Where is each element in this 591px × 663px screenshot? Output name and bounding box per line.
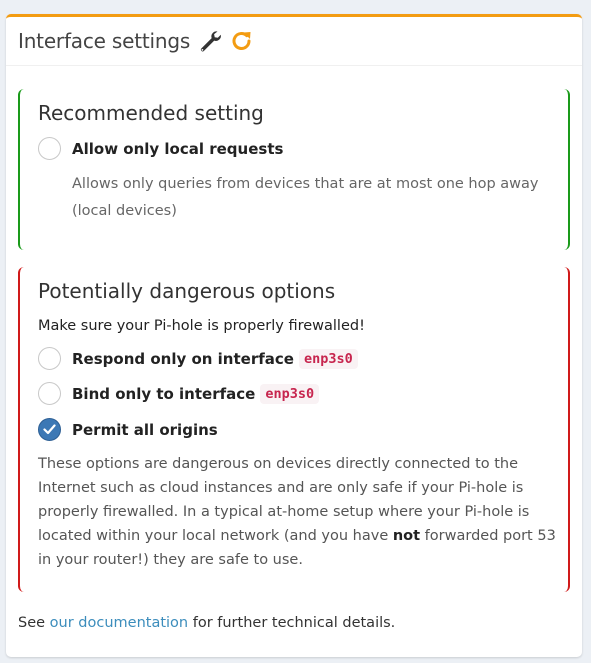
- bind-only-interface-option[interactable]: [38, 382, 319, 405]
- permit-all-origins-radio[interactable]: [38, 418, 61, 441]
- card-header: [6, 17, 582, 66]
- dangerous-description: These options are dangerous on devices directly connected to the Internet such as cloud instances and are only safe if your Pi-hole is properly firewalled. In a typical at-home setup where your Pi-hole is located within your local network (and you have not forwarded port 53 in your router!) they are safe to use.: [38, 456, 556, 568]
- allow-local-requests-label: Allow only local requests: [72, 139, 284, 158]
- dangerous-title: Potentially dangerous options: [38, 279, 336, 303]
- allow-local-requests-radio[interactable]: [38, 137, 61, 160]
- bind-only-interface-radio[interactable]: [38, 382, 61, 405]
- wrench-icon: [198, 30, 222, 52]
- recommended-setting-box: [18, 89, 570, 250]
- respond-only-interface-radio[interactable]: [38, 347, 61, 370]
- recommended-help-text: Allows only queries from devices that are at most one hop away (local devices): [72, 176, 539, 219]
- footer-note: See our documentation for further technical details.: [18, 615, 396, 631]
- interface-name-code: enp3s0: [299, 349, 358, 369]
- respond-only-interface-label: Respond only on interface: [72, 349, 294, 368]
- permit-all-origins-label: Permit all origins: [72, 420, 218, 439]
- interface-settings-card: [6, 14, 582, 657]
- dangerous-options-box: [18, 267, 570, 592]
- documentation-link[interactable]: our documentation: [49, 615, 189, 631]
- interface-name-code: enp3s0: [260, 384, 319, 404]
- firewall-warning: Make sure your Pi-hole is properly firewalled!: [38, 318, 365, 334]
- refresh-icon[interactable]: [230, 29, 254, 53]
- allow-local-requests-option[interactable]: [38, 137, 283, 160]
- card-title: Interface settings: [18, 29, 191, 53]
- permit-all-origins-option[interactable]: [38, 418, 218, 441]
- respond-only-interface-option[interactable]: [38, 347, 358, 370]
- bind-only-interface-label: Bind only to interface: [72, 384, 256, 403]
- recommended-title: Recommended setting: [38, 101, 264, 125]
- checkmark-icon: [43, 424, 56, 435]
